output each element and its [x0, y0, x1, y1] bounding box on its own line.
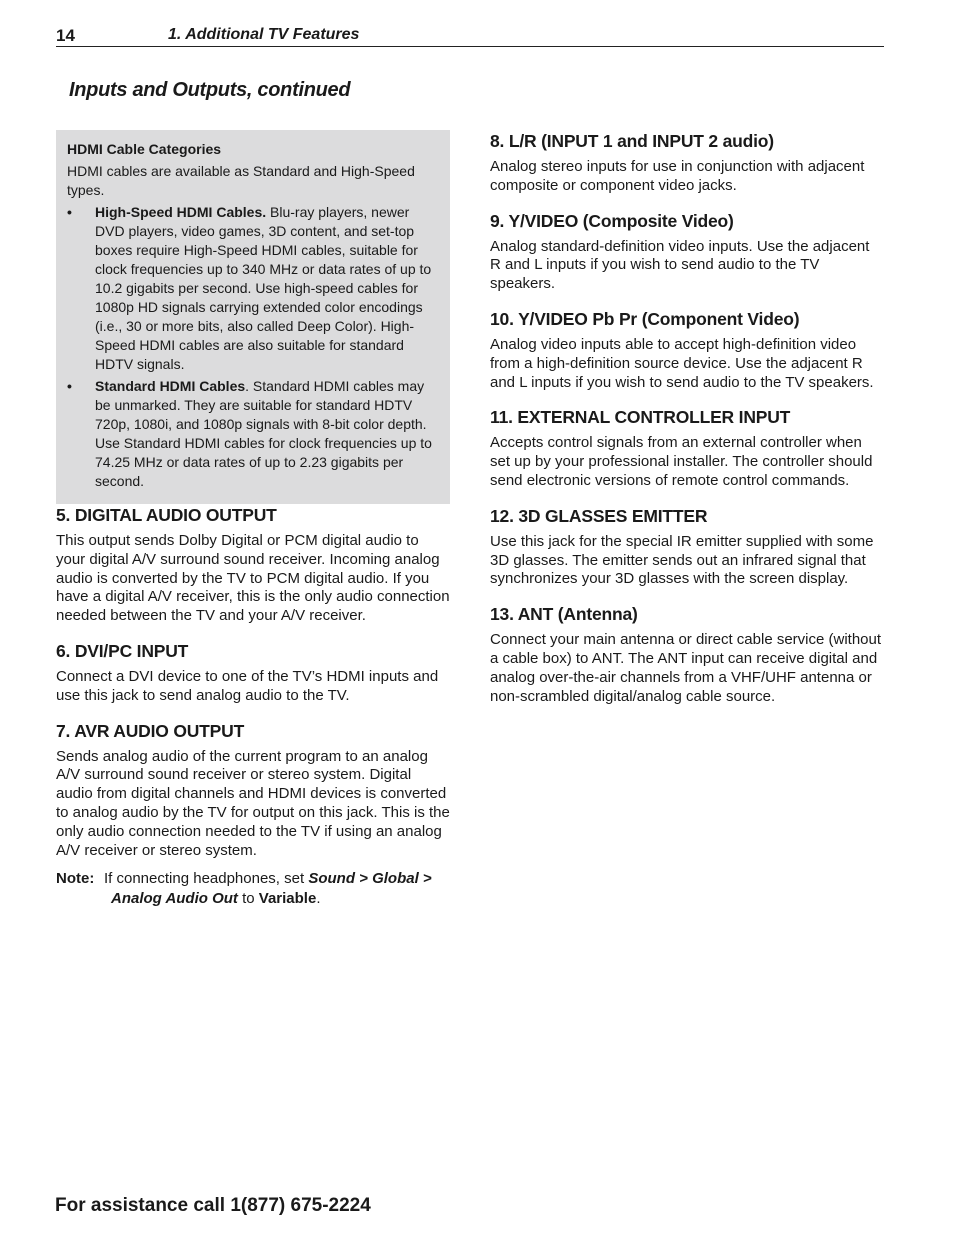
sidebar-list-item [67, 203, 440, 374]
section-component-video [490, 308, 884, 392]
note-text: to [237, 889, 259, 907]
assistance-footer: For assistance call 1(877) 675-2224 [55, 1195, 371, 1216]
sidebar-list [67, 203, 440, 491]
section-dvi-pc-input [56, 640, 450, 706]
section-heading: 5. DIGITAL AUDIO OUTPUT [56, 505, 277, 525]
page-number: 14 [56, 26, 75, 45]
sidebar-title: HDMI Cable Categories [67, 141, 222, 157]
section-antenna [490, 603, 884, 706]
section-body: Sends analog audio of the current program to an analog A/V surround sound receiver or stereo system. Digital audio from digital channels and HDMI devices is converted to analog audio by the TV for output on this jack. This is the only audio connection needed to the TV if using an analog A/V receiver or stereo system. [56, 747, 450, 859]
section-body: Connect your main antenna or direct cable service (without a cable box) to ANT. The ANT input can receive digital and analog over-the-air channels from a VHF/UHF antenna or non-scrambled digital/analog cable source. [490, 631, 882, 705]
section-body: This output sends Dolby Digital or PCM digital audio to your digital A/V surround sound receiver. Incoming analog audio is converted by the TV to PCM digital audio. If you have a digital A/V receiver, this is the only audio connection needed between the TV and your A/V receiver. [56, 532, 450, 625]
sidebar-item-term: Standard HDMI Cables [95, 378, 246, 394]
sidebar-item-text: Blu-ray players, newer DVD players, video games, 3D content, and set-top boxes require High-Speed HDMI cables, suitable for clock frequencies up to 340 MHz or data rates of up to 10.2 gigabits per second. Use high-speed cables for 1080p HD signals carrying extended color encodings (i.e., 30 or more bits, also called Deep Color). High-Speed HDMI cables are also suitable for standard HDTV signals. [95, 204, 432, 372]
sidebar-list-item [67, 377, 440, 491]
sidebar-item-text: . Standard HDMI cables may be unmarked. They are suitable for standard HDTV 720p, 1080i, and 1080p signals with 8-bit color depth. Use Standard HDMI cables for clock frequencies up to 74.25 MHz or data rates of up to 2.23 gigabits per second. [95, 378, 432, 489]
sidebar-intro: HDMI cables are available as Standard and High-Speed types. [67, 163, 415, 198]
section-body: Connect a DVI device to one of the TV’s HDMI inputs and use this jack to send analog audio to the TV. [56, 667, 439, 704]
section-heading: 12. 3D GLASSES EMITTER [490, 505, 708, 526]
section-heading: 8. L/R (INPUT 1 and INPUT 2 audio) [490, 131, 774, 151]
section-body: Accepts control signals from an external controller when set up by your professional installer. The controller should send electronic versions of remote control commands. [490, 434, 873, 489]
hdmi-sidebar [56, 130, 450, 504]
section-heading: 11. EXTERNAL CONTROLLER INPUT [490, 407, 791, 428]
headphones-note [56, 869, 450, 908]
section-digital-audio-output [56, 504, 450, 626]
note-label: Note: [56, 870, 95, 888]
section-body: Use this jack for the special IR emitter supplied with some 3D glasses. The emitter sends out an infrared signal that synchronizes your 3D glasses with the screen display. [490, 532, 874, 588]
note-text: If connecting headphones, set [104, 870, 309, 888]
section-body: Analog stereo inputs for use in conjunction with adjacent composite or component video jacks. [490, 158, 865, 194]
menu-path: Sound > Global > Analog Audio Out [111, 870, 432, 907]
right-column [490, 130, 884, 720]
page-title: Inputs and Outputs, continued [69, 79, 351, 101]
page-header [56, 24, 884, 47]
section-heading: 10. Y/VIDEO Pb Pr (Component Video) [490, 308, 800, 329]
section-composite-video [490, 210, 884, 294]
section-external-controller [490, 406, 884, 490]
setting-value: Variable [258, 889, 317, 907]
section-3d-glasses-emitter [490, 505, 884, 589]
note-text: . [316, 889, 321, 907]
section-avr-audio-output [56, 720, 450, 909]
section-lr-audio [490, 130, 884, 196]
section-body: Analog standard-definition video inputs. Use the adjacent R and L inputs if you wish to send audio to the TV speakers. [490, 237, 870, 293]
sidebar-item-term: High-Speed HDMI Cables. [95, 204, 267, 220]
section-heading: 13. ANT (Antenna) [490, 604, 638, 625]
section-heading: 7. AVR AUDIO OUTPUT [56, 720, 245, 741]
section-heading: 9. Y/VIDEO (Composite Video) [490, 210, 734, 231]
left-column [56, 130, 450, 922]
section-body: Analog video inputs able to accept high-definition video from a high-definition source device. Use the adjacent R and L inputs if you wish to send audio to the TV speakers. [490, 335, 874, 391]
chapter-title: 1. Additional TV Features [168, 26, 360, 43]
bullet-icon: • [67, 204, 72, 220]
section-heading: 6. DVI/PC INPUT [56, 640, 189, 661]
bullet-icon: • [67, 378, 72, 394]
